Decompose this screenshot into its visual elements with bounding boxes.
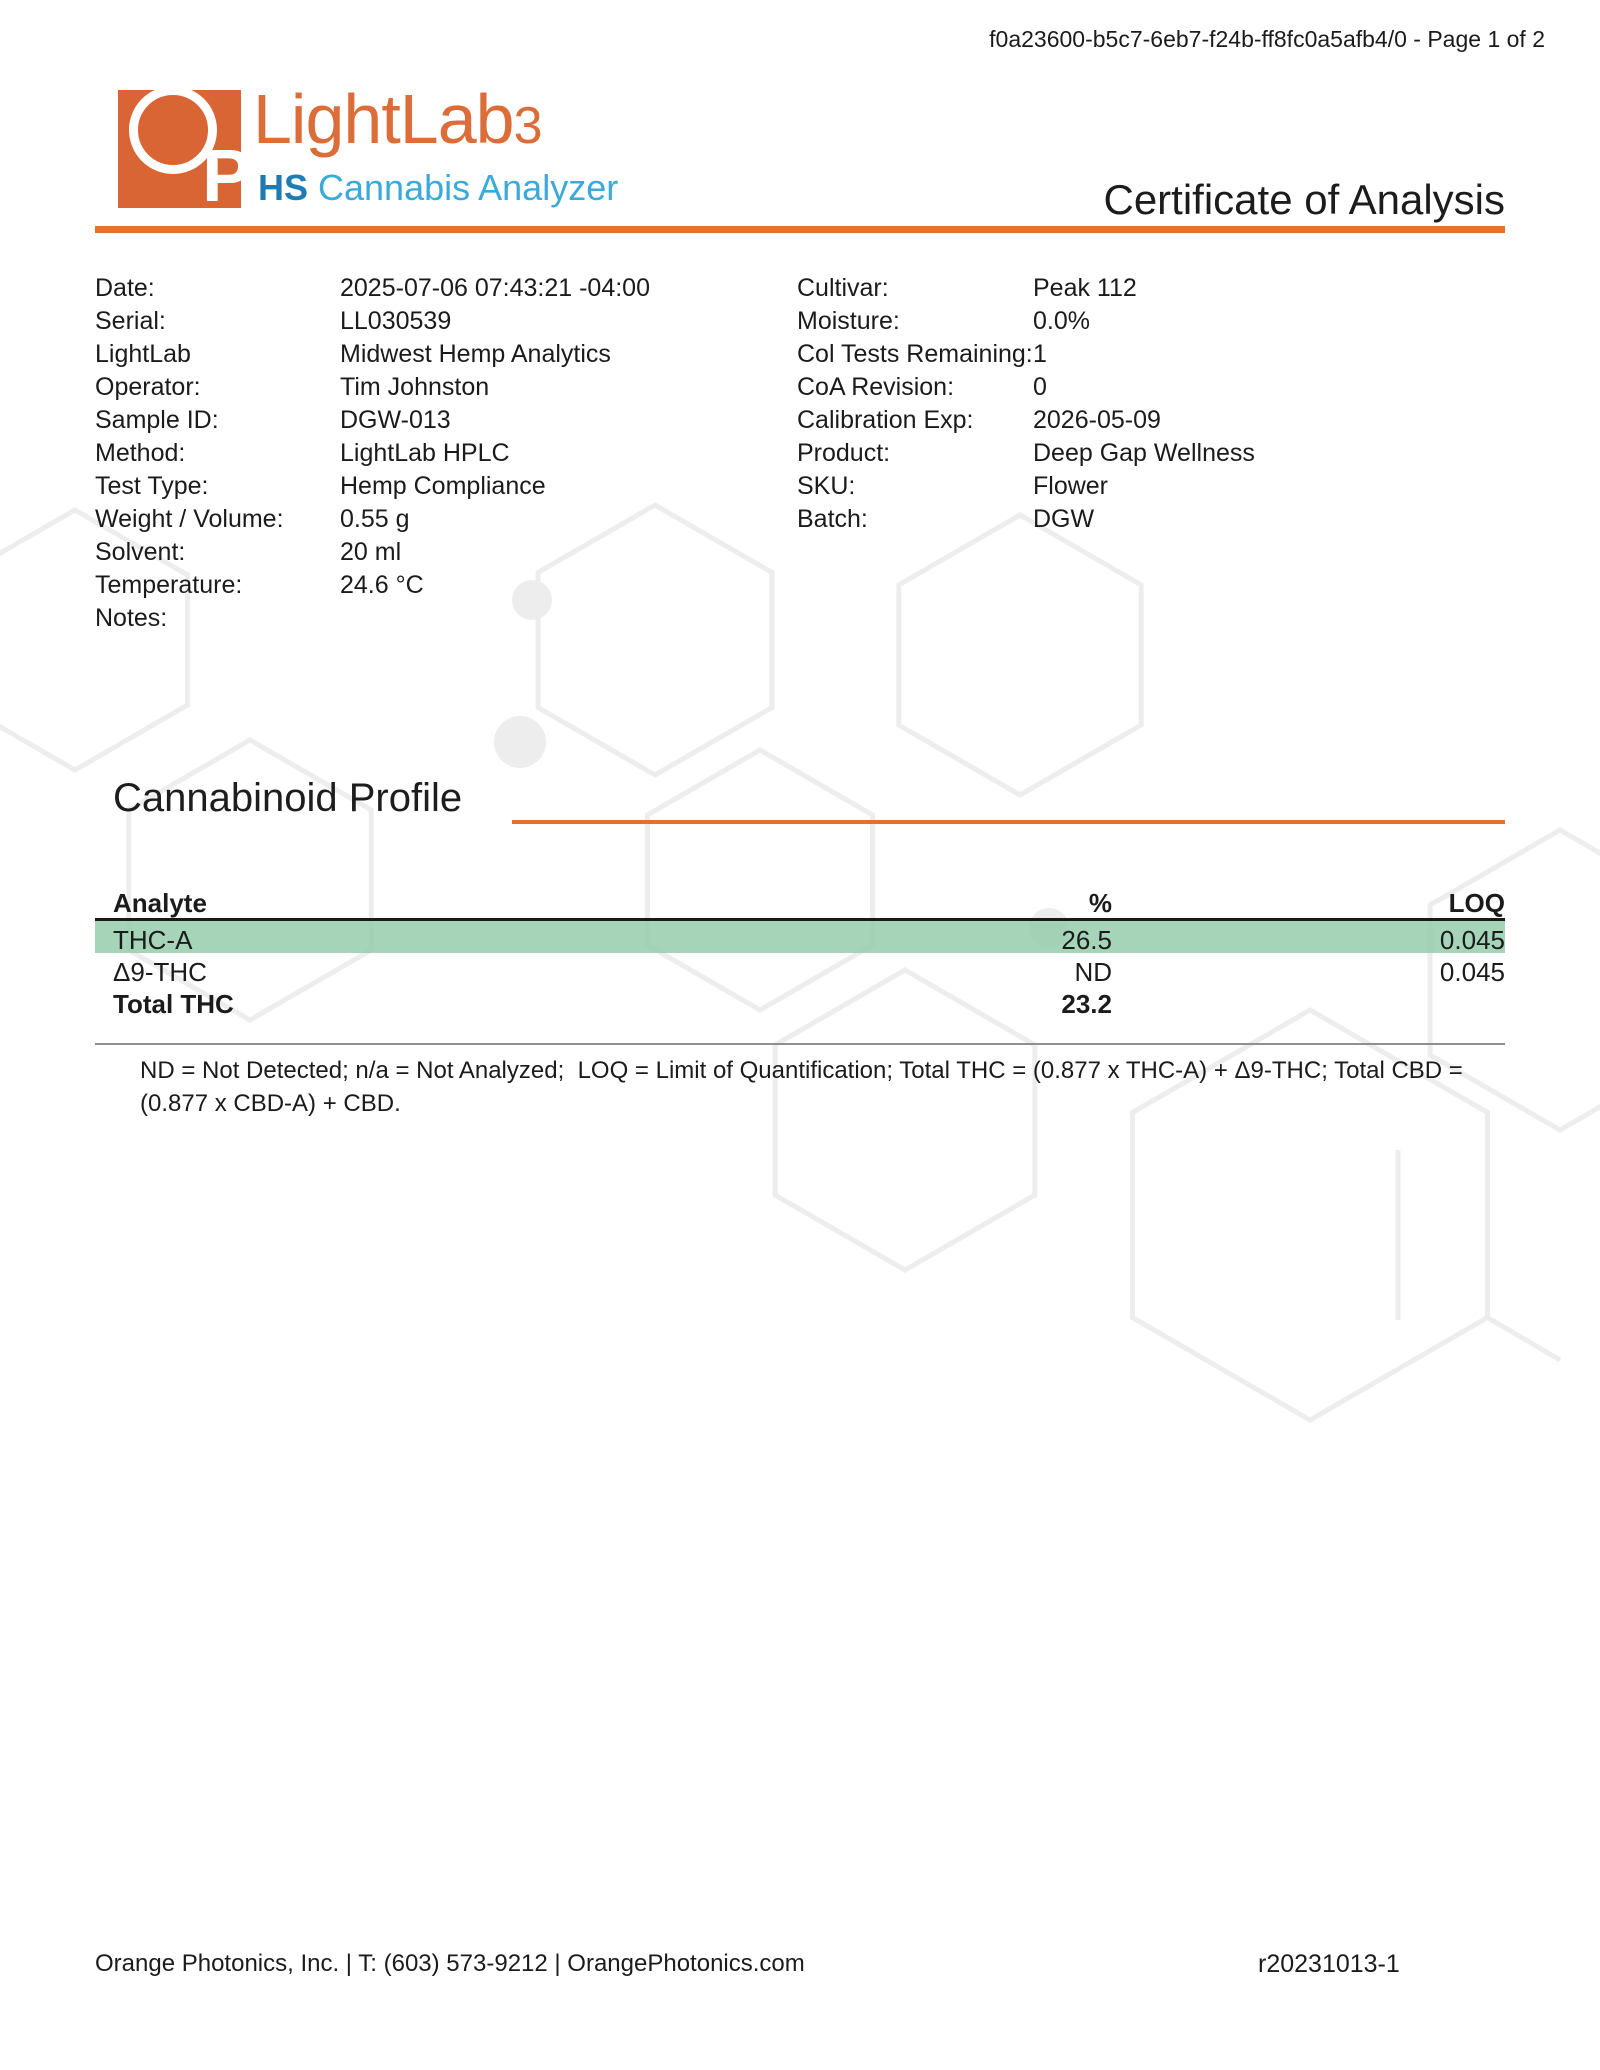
subtitle-rest: Cannabis Analyzer (308, 167, 619, 208)
info-value: 2025-07-06 07:43:21 -04:00 (340, 274, 650, 302)
sample-info-right (797, 272, 1255, 536)
table-footnote (140, 1054, 1463, 1120)
table-row-thca (95, 921, 1505, 953)
info-label: Solvent: (95, 538, 186, 566)
info-value: Deep Gap Wellness (1033, 439, 1255, 467)
info-label: Temperature: (95, 571, 243, 599)
analyte-percent: ND (1074, 957, 1112, 987)
info-value: 20 ml (340, 538, 402, 566)
info-label: Batch: (797, 505, 868, 533)
info-row-test-type (95, 470, 650, 503)
info-row-coa-revision (797, 371, 1255, 404)
info-row-cultivar (797, 272, 1255, 305)
analyte-name: Δ9-THC (113, 957, 207, 987)
info-label: Calibration Exp: (797, 406, 974, 434)
info-value: DGW (1033, 505, 1095, 533)
info-label: Notes: (95, 604, 168, 632)
logo-p-letter: P (202, 134, 252, 217)
document-id: f0a23600-b5c7-6eb7-f24b-ff8fc0a5afb4/0 - Page 1 of 2 (989, 26, 1545, 52)
info-label: Date: (95, 274, 155, 302)
sample-info-left (95, 272, 650, 635)
footer-company-info: Orange Photonics, Inc. | T: (603) 573-9212 | OrangePhotonics.com (95, 1950, 805, 1977)
info-row-date (95, 272, 650, 305)
info-row-moisture (797, 305, 1255, 338)
info-label: Method: (95, 439, 186, 467)
info-value: 0 (1033, 373, 1047, 401)
analyte-loq: 0.045 (1439, 957, 1505, 987)
info-value: LL030539 (340, 307, 452, 335)
header-rule (95, 226, 1505, 233)
info-row-col-tests (797, 338, 1255, 371)
table-row-total-thc (95, 985, 1505, 1019)
info-value: Midwest Hemp Analytics (340, 340, 611, 368)
info-label: Serial: (95, 307, 166, 335)
info-label: Sample ID: (95, 406, 219, 434)
footnote-line-2: (0.877 x CBD-A) + CBD. (140, 1090, 401, 1117)
footnote-line-1: ND = Not Detected; n/a = Not Analyzed; LOQ = Limit of Quantification; Total THC = (0.877 x THC-A) + Δ9-THC; Total CBD = (140, 1057, 1463, 1084)
info-label: CoA Revision: (797, 373, 955, 401)
info-label: Product: (797, 439, 891, 467)
info-label: Weight / Volume: (95, 505, 284, 533)
certificate-title: Certificate of Analysis (1103, 176, 1505, 223)
table-bottom-rule (95, 1043, 1505, 1045)
info-value: 2026-05-09 (1033, 406, 1161, 434)
column-header-analyte: Analyte (113, 888, 207, 918)
info-label: Test Type: (95, 472, 209, 500)
info-row-notes (95, 602, 650, 635)
footer-revision: r20231013-1 (1258, 1950, 1400, 1978)
info-value: Peak 112 (1033, 274, 1137, 302)
info-value: 0.0% (1033, 307, 1090, 335)
analyte-percent: 26.5 (1061, 925, 1112, 955)
product-name: LightLab (253, 80, 514, 158)
info-row-sku (797, 470, 1255, 503)
info-row-weight-volume (95, 503, 650, 536)
analyte-name: Total THC (113, 989, 234, 1019)
info-row-calibration-exp (797, 404, 1255, 437)
info-row-serial (95, 305, 650, 338)
product-version: 3 (513, 97, 542, 155)
info-row-product (797, 437, 1255, 470)
analyzer-subtitle (258, 168, 618, 208)
cannabinoid-table (95, 884, 1505, 1045)
info-value: DGW-013 (340, 406, 451, 434)
info-row-operator (95, 371, 650, 404)
analyte-loq: 0.045 (1439, 925, 1505, 955)
info-label: Moisture: (797, 307, 900, 335)
column-header-percent: % (1088, 888, 1112, 918)
subtitle-hs: HS (258, 167, 309, 208)
info-value: 1 (1033, 340, 1047, 368)
info-row-batch (797, 503, 1255, 536)
lightlab-wordmark (253, 80, 542, 158)
info-value: 24.6 °C (340, 571, 424, 599)
section-heading-cannabinoid-profile: Cannabinoid Profile (113, 776, 463, 820)
info-value: Hemp Compliance (340, 472, 546, 500)
info-label: Cultivar: (797, 274, 889, 302)
info-row-method (95, 437, 650, 470)
info-label: Operator: (95, 373, 201, 401)
table-row-d9thc (95, 953, 1505, 985)
info-label: LightLab (95, 340, 191, 368)
analyte-percent: 23.2 (1061, 989, 1112, 1019)
info-value: Flower (1033, 472, 1109, 500)
info-value: LightLab HPLC (340, 439, 510, 467)
info-row-solvent (95, 536, 650, 569)
info-value: Tim Johnston (340, 373, 490, 401)
info-value: 0.55 g (340, 505, 410, 533)
analyte-name: THC-A (113, 925, 193, 955)
info-row-sample-id (95, 404, 650, 437)
table-header (95, 884, 1505, 921)
info-label: Col Tests Remaining: (797, 340, 1033, 368)
info-row-temperature (95, 569, 650, 602)
section-rule (512, 820, 1505, 824)
column-header-loq: LOQ (1448, 888, 1505, 918)
info-row-lightlab (95, 338, 650, 371)
info-label: SKU: (797, 472, 856, 500)
